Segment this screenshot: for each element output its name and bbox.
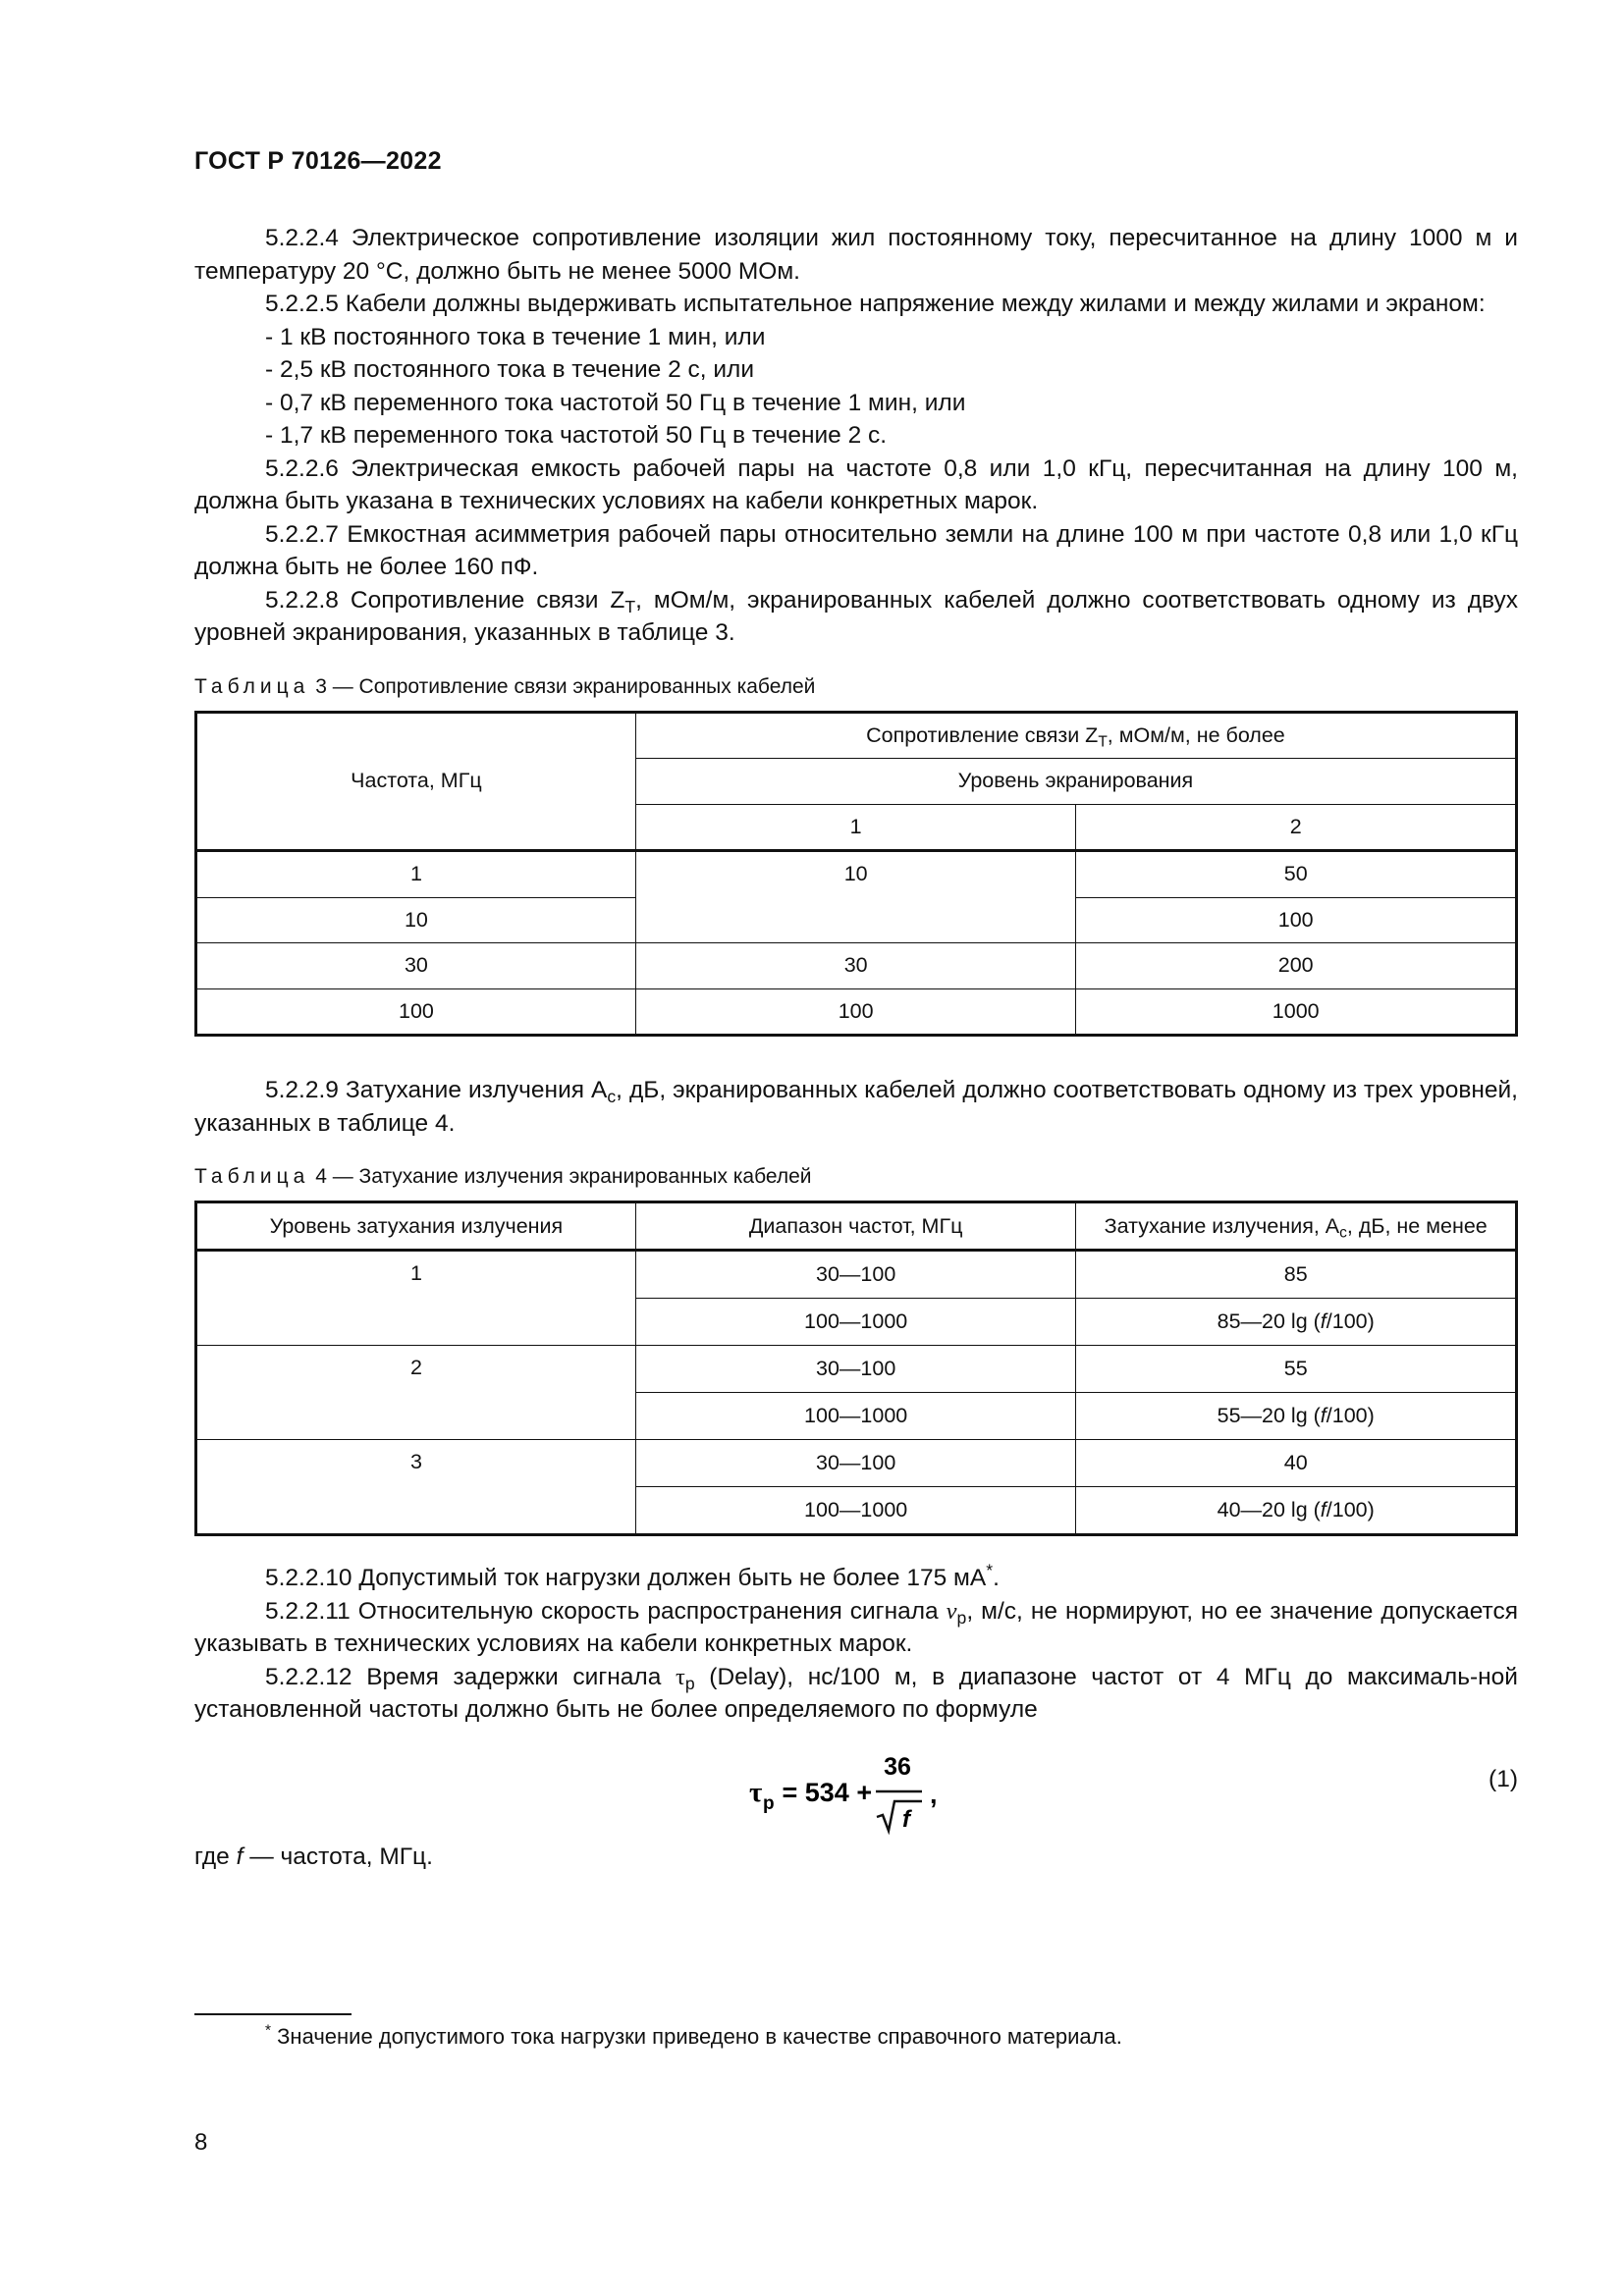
document-header: ГОСТ Р 70126—2022 xyxy=(194,147,442,175)
formula-comma: , xyxy=(930,1779,938,1809)
table-cell: 85—20 lg (f/100) xyxy=(1076,1299,1517,1346)
formula-constant: = 534 + xyxy=(775,1777,880,1807)
paragraph-5-2-2-6: 5.2.2.6 Электрическая емкость рабочей пары на частоте 0,8 или 1,0 кГц, пересчитанная на длину 100 м, должна быть указана в технических условиях на кабели конкретных марок. xyxy=(194,454,1518,514)
table-cell: 100 xyxy=(1076,897,1517,943)
table-cell: 40 xyxy=(1076,1440,1517,1487)
table-cell: 40—20 lg (f/100) xyxy=(1076,1487,1517,1535)
table-4-caption: Таблица 4 — Затухание излучения экранированных кабелей xyxy=(194,1165,812,1188)
radical-sign xyxy=(877,1801,922,1831)
formula-tau: τ xyxy=(749,1776,763,1808)
paragraph-5-2-2-5: 5.2.2.5 Кабели должны выдерживать испытательное напряжение между жилами и между жилами и экраном: xyxy=(265,291,1486,317)
table-cell: 100—1000 xyxy=(635,1299,1076,1346)
paragraph-5-2-2-9: 5.2.2.9 Затухание излучения $A_c$, дБ, экранированных кабелей должно соответствовать одному из трех уровней, указанных в таблице 4. xyxy=(194,1077,1518,1137)
table-3-col-resistance: Сопротивление связи $Z_T$, мОм/м, не более xyxy=(635,712,1516,759)
paragraph-5-2-2-12: 5.2.2.12 Время задержки сигнала $\tau_p$ (Delay), нс/100 м, в диапазоне частот от 4 МГц до максималь-ной установленной частоты должно быть не более определяемого по формуле xyxy=(194,1663,1518,1723)
formula-delay xyxy=(749,1746,985,1835)
page-number: 8 xyxy=(194,2129,208,2156)
table-row xyxy=(196,851,1517,898)
equation-number: (1) xyxy=(1489,1765,1518,1792)
table-3 xyxy=(194,711,1518,1038)
table-cell: 30—100 xyxy=(635,1346,1076,1393)
table-cell: 30 xyxy=(196,943,636,989)
table-cell: 100—1000 xyxy=(635,1393,1076,1440)
table-4 xyxy=(194,1201,1518,1536)
table-cell: 3 xyxy=(196,1440,636,1535)
formula-where: где f — частота, МГц. xyxy=(194,1842,433,1870)
formula-radicand: f xyxy=(902,1805,910,1833)
table-cell: 55 xyxy=(1076,1346,1517,1393)
table-row xyxy=(196,1346,1517,1393)
table-cell: 55—20 lg (f/100) xyxy=(1076,1393,1517,1440)
table-4-col-range: Диапазон частот, МГц xyxy=(635,1202,1076,1251)
table-cell: 1 xyxy=(196,1251,636,1346)
table-cell: 10 xyxy=(196,897,636,943)
table-cell: 50 xyxy=(1076,851,1517,898)
table-cell: 2 xyxy=(196,1346,636,1440)
footnote-separator xyxy=(194,2013,352,2015)
table-cell: 10 xyxy=(635,851,1076,943)
table-3-col-level: Уровень экранирования xyxy=(635,759,1516,805)
table-cell: 30—100 xyxy=(635,1440,1076,1487)
table-cell: 30—100 xyxy=(635,1251,1076,1299)
table-3-caption: Таблица 3 — Сопротивление связи экранированных кабелей xyxy=(194,674,816,698)
table-cell: 100 xyxy=(196,988,636,1036)
table-row xyxy=(196,943,1517,989)
table-cell: 1 xyxy=(196,851,636,898)
table-cell: 100 xyxy=(635,988,1076,1036)
table-cell: 30 xyxy=(635,943,1076,989)
paragraph-5-2-2-8: 5.2.2.8 Сопротивление связи $Z_T$, мОм/м, экранированных кабелей должно соответствовать одному из двух уровней экранирования, указанных в таблице 3. xyxy=(194,586,1518,646)
paragraph-5-2-2-10: 5.2.2.10 Допустимый ток нагрузки должен быть не более 175 мА*. xyxy=(265,1560,1000,1591)
table-cell: 100—1000 xyxy=(635,1487,1076,1535)
table-row xyxy=(196,988,1517,1036)
table-3-col-frequency: Частота, МГц xyxy=(196,712,636,851)
formula-tau-subscript: p xyxy=(763,1792,775,1814)
table-3-level-1: 1 xyxy=(635,804,1076,851)
formula-numerator: 36 xyxy=(884,1752,911,1781)
footnote: * Значение допустимого тока нагрузки приведено в качестве справочного материала. xyxy=(265,2022,1122,2049)
table-row xyxy=(196,1440,1517,1487)
paragraph-5-2-2-4: 5.2.2.4 Электрическое сопротивление изоляции жил постоянному току, пересчитанное на длину 1000 м и температуру 20 °С, должно быть не менее 5000 МОм. xyxy=(194,225,1518,285)
table-cell: 1000 xyxy=(1076,988,1517,1036)
formula-row xyxy=(194,1738,1518,1841)
table-row xyxy=(196,1251,1517,1299)
table-cell: 200 xyxy=(1076,943,1517,989)
document-body xyxy=(194,222,1518,1873)
table-cell: 85 xyxy=(1076,1251,1517,1299)
table-4-col-level: Уровень затухания излучения xyxy=(196,1202,636,1251)
list-item: - 1,7 кВ переменного тока частотой 50 Гц в течение 2 с. xyxy=(265,422,888,449)
list-item: - 1 кВ постоянного тока в течение 1 мин, или xyxy=(265,323,766,350)
table-4-col-attenuation: Затухание излучения, $A_c$, дБ, не менее xyxy=(1076,1202,1517,1251)
paragraph-5-2-2-11: 5.2.2.11 Относительную скорость распространения сигнала $v_p$, м/с, не нормируют, но ее значение допускается указывать в технических условиях на кабели конкретных марок. xyxy=(194,1597,1518,1657)
list-item: - 0,7 кВ переменного тока частотой 50 Гц в течение 1 мин, или xyxy=(265,389,966,416)
table-3-level-2: 2 xyxy=(1076,804,1517,851)
list-item: - 2,5 кВ постоянного тока в течение 2 с, или xyxy=(265,356,755,383)
paragraph-5-2-2-7: 5.2.2.7 Емкостная асимметрия рабочей пары относительно земли на длине 100 м при частоте 0,8 или 1,0 кГц должна быть не более 160 пФ. xyxy=(194,520,1518,580)
